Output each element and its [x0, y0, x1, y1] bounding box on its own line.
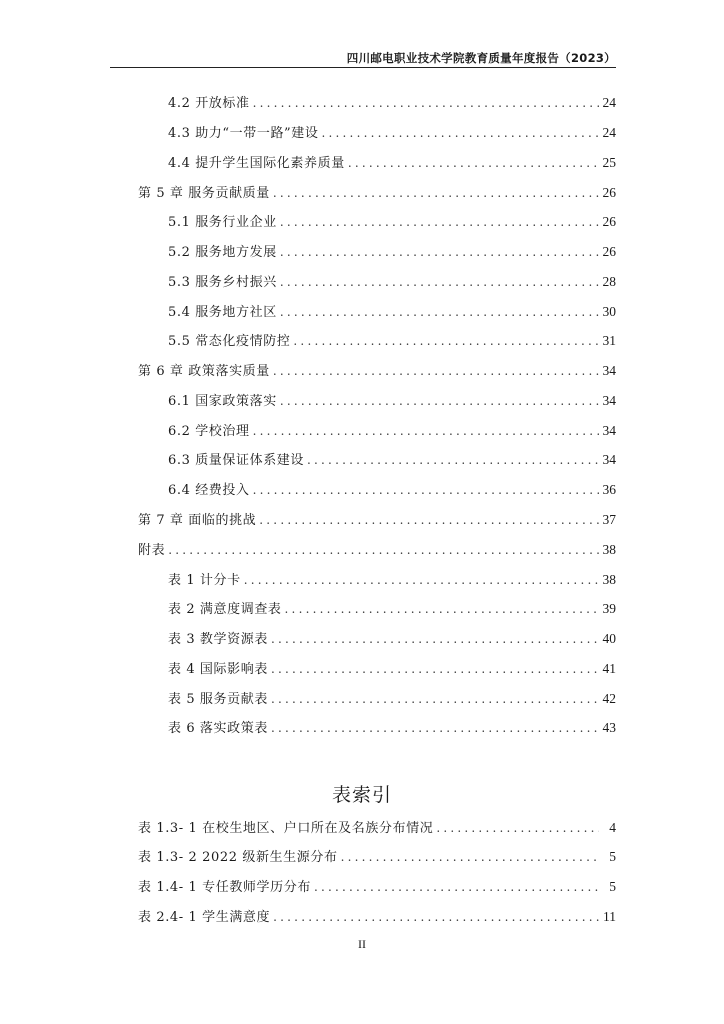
toc-entry-label: 4.4 提升学生国际化素养质量 — [168, 156, 345, 171]
toc-entry[interactable] — [168, 480, 616, 500]
toc-entry-label: 5.4 服务地方社区 — [168, 305, 277, 320]
toc-entry-page: 34 — [602, 363, 616, 378]
toc-entry-page: 34 — [602, 393, 616, 408]
toc-entry-page: 26 — [602, 185, 616, 200]
table-index-entry[interactable] — [138, 847, 616, 867]
toc-entry-label: 6.4 经费投入 — [168, 483, 250, 498]
table-index-title: 表索引 — [331, 784, 392, 806]
dot-leader — [271, 718, 599, 738]
toc-entry-page: 30 — [602, 304, 616, 319]
dot-leader — [322, 123, 600, 143]
toc-entry-label: 第 5 章 服务贡献质量 — [138, 186, 270, 201]
toc-entry-page: 24 — [602, 125, 616, 140]
dot-leader — [280, 302, 599, 322]
table-index-entry[interactable] — [138, 818, 616, 838]
toc-entry[interactable] — [168, 212, 616, 232]
dot-leader — [273, 907, 599, 927]
toc-entry-page: 37 — [602, 512, 616, 527]
toc-entry-label: 表 1 计分卡 — [168, 573, 241, 588]
toc-entry[interactable] — [168, 659, 616, 679]
toc-entry[interactable] — [168, 153, 616, 173]
dot-leader — [280, 391, 599, 411]
toc-entry-page: 43 — [602, 720, 616, 735]
dot-leader — [280, 272, 599, 292]
toc-entry[interactable] — [168, 689, 616, 709]
dot-leader — [244, 570, 599, 590]
page-number: II — [358, 937, 366, 951]
dot-leader — [271, 689, 599, 709]
toc-entry-page: 42 — [602, 691, 616, 706]
dot-leader — [341, 847, 599, 867]
toc-entry[interactable] — [168, 123, 616, 143]
dot-leader — [259, 510, 599, 530]
toc-entry-page: 41 — [602, 661, 616, 676]
toc-entry-page: 24 — [602, 95, 616, 110]
toc-entry-label: 第 7 章 面临的挑战 — [138, 513, 257, 528]
table-index-entry-page: 11 — [603, 909, 616, 924]
toc-entry-label: 附表 — [138, 543, 166, 558]
toc-entry-page: 38 — [602, 572, 616, 587]
toc-entry-label: 5.3 服务乡村振兴 — [168, 275, 277, 290]
dot-leader — [436, 818, 599, 838]
running-header: 四川邮电职业技术学院教育质量年度报告（2023） — [346, 51, 616, 65]
toc-entry-page: 26 — [602, 244, 616, 259]
toc-entry-label: 第 6 章 政策落实质量 — [138, 364, 270, 379]
table-index-entry-label: 表 1.3- 2 2022 级新生生源分布 — [138, 850, 338, 865]
table-index-entry[interactable] — [138, 877, 616, 897]
toc-entry[interactable] — [168, 242, 616, 262]
toc-chapter-entry[interactable] — [138, 183, 616, 203]
table-index-entry-page: 5 — [609, 849, 616, 864]
toc-entry-page: 31 — [602, 333, 616, 348]
dot-leader — [348, 153, 599, 173]
toc-entry-label: 4.2 开放标准 — [168, 96, 250, 111]
toc-entry-page: 26 — [602, 214, 616, 229]
toc-entry-page: 34 — [602, 423, 616, 438]
toc-entry-page: 34 — [602, 452, 616, 467]
toc-entry-page: 25 — [602, 155, 616, 170]
toc-entry-label: 4.3 助力“一带一路”建设 — [168, 126, 319, 141]
toc-entry[interactable] — [168, 629, 616, 649]
dot-leader — [280, 212, 599, 232]
toc-entry-page: 40 — [602, 631, 616, 646]
dot-leader — [280, 242, 599, 262]
toc-chapter-entry[interactable] — [138, 361, 616, 381]
toc-entry-label: 5.1 服务行业企业 — [168, 215, 277, 230]
table-index-entry[interactable] — [138, 907, 616, 927]
toc-chapter-entry[interactable] — [138, 540, 616, 560]
table-index-entry-label: 表 1.3- 1 在校生地区、户口所在及名族分布情况 — [138, 821, 434, 836]
toc-entry-label: 表 6 落实政策表 — [168, 721, 268, 736]
table-index-entry-label: 表 1.4- 1 专任教师学历分布 — [138, 880, 311, 895]
toc-entry-label: 表 4 国际影响表 — [168, 662, 268, 677]
header-divider — [110, 67, 616, 68]
toc-chapter-entry[interactable] — [138, 510, 616, 530]
dot-leader — [314, 877, 599, 897]
dot-leader — [271, 659, 599, 679]
toc-entry-label: 6.1 国家政策落实 — [168, 394, 277, 409]
dot-leader — [271, 629, 599, 649]
dot-leader — [293, 331, 599, 351]
toc-entry[interactable] — [168, 718, 616, 738]
toc-entry[interactable] — [168, 93, 616, 113]
toc-entry[interactable] — [168, 570, 616, 590]
toc-entry[interactable] — [168, 599, 616, 619]
toc-entry-page: 28 — [602, 274, 616, 289]
toc-entry-label: 表 3 教学资源表 — [168, 632, 268, 647]
dot-leader — [285, 599, 599, 619]
toc-entry[interactable] — [168, 272, 616, 292]
dot-leader — [168, 540, 599, 560]
toc-entry-label: 5.2 服务地方发展 — [168, 245, 277, 260]
toc-entry[interactable] — [168, 450, 616, 470]
toc-entry[interactable] — [168, 421, 616, 441]
toc-entry-page: 38 — [602, 542, 616, 557]
toc-entry[interactable] — [168, 331, 616, 351]
dot-leader — [273, 361, 599, 381]
dot-leader — [273, 183, 599, 203]
toc-entry-label: 5.5 常态化疫情防控 — [168, 334, 291, 349]
dot-leader — [253, 421, 599, 441]
toc-entry-label: 表 5 服务贡献表 — [168, 692, 268, 707]
table-index-entry-page: 5 — [609, 879, 616, 894]
table-index-entry-page: 4 — [609, 820, 616, 835]
toc-entry-page: 39 — [602, 601, 616, 616]
toc-entry[interactable] — [168, 391, 616, 411]
toc-entry-label: 表 2 满意度调查表 — [168, 602, 282, 617]
table-index-entry-label: 表 2.4- 1 学生满意度 — [138, 910, 271, 925]
toc-entry-page: 36 — [602, 482, 616, 497]
toc-entry[interactable] — [168, 302, 616, 322]
dot-leader — [307, 450, 599, 470]
dot-leader — [253, 480, 599, 500]
toc-entry-label: 6.3 质量保证体系建设 — [168, 453, 305, 468]
toc-entry-label: 6.2 学校治理 — [168, 424, 250, 439]
dot-leader — [253, 93, 599, 113]
